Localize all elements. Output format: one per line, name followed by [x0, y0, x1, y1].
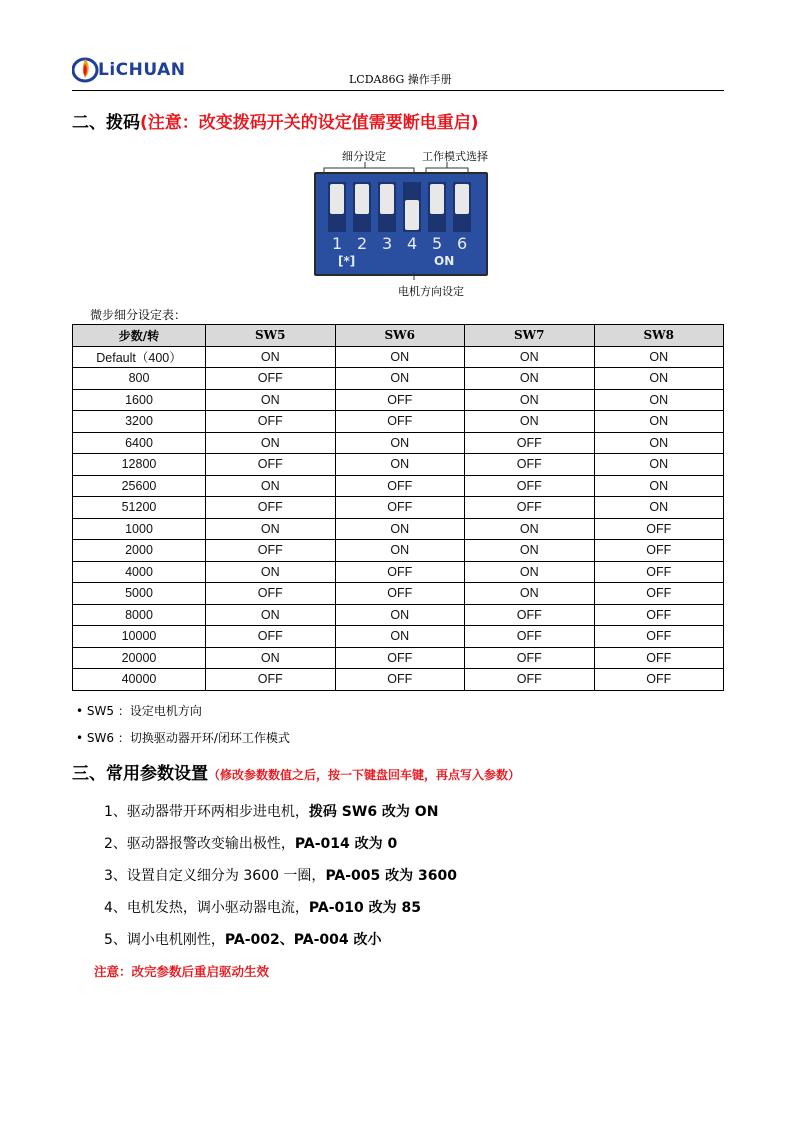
dip-knob: [455, 184, 469, 214]
steps-cell: 4000: [73, 561, 206, 583]
param-item: [104, 833, 397, 853]
steps-cell: 800: [73, 368, 206, 390]
switch-state-cell: OFF: [594, 583, 724, 605]
switch-state-cell: OFF: [335, 583, 465, 605]
switch-state-cell: OFF: [335, 389, 465, 411]
table-row: [73, 626, 724, 648]
steps-cell: 1600: [73, 389, 206, 411]
steps-cell: 6400: [73, 432, 206, 454]
switch-state-cell: ON: [335, 604, 465, 626]
switch-state-cell: ON: [206, 561, 336, 583]
switch-state-cell: OFF: [335, 411, 465, 433]
switch-state-cell: ON: [594, 346, 724, 368]
label-motor-direction: 电机方向设定: [398, 285, 464, 298]
switch-state-cell: OFF: [594, 647, 724, 669]
dip-switch-photo: [314, 172, 488, 276]
dip-switch-1: [328, 182, 346, 232]
dip-knob: [355, 184, 369, 214]
label-subdivision: 细分设定: [342, 150, 386, 163]
dip-switch-3: [378, 182, 396, 232]
switch-state-cell: OFF: [206, 411, 336, 433]
microstep-table: [72, 324, 724, 691]
param-item: [104, 865, 457, 885]
dip-knob: [380, 184, 394, 214]
switch-state-cell: OFF: [465, 626, 595, 648]
switch-state-cell: ON: [206, 346, 336, 368]
switch-state-cell: ON: [206, 518, 336, 540]
dip-switch-2: [353, 182, 371, 232]
note-sw5: • SW5 ：设定电机方向: [76, 704, 202, 718]
switch-state-cell: OFF: [594, 669, 724, 691]
table-row: [73, 583, 724, 605]
switch-state-cell: OFF: [206, 669, 336, 691]
param-action: 拨码 SW6 改为 ON: [308, 804, 439, 820]
dip-number: 4: [407, 234, 418, 253]
table-row: [73, 604, 724, 626]
switch-state-cell: ON: [594, 368, 724, 390]
switch-state-cell: ON: [465, 389, 595, 411]
table-caption: 微步细分设定表：: [90, 308, 187, 322]
dip-mark-star: [*]: [338, 254, 356, 268]
section-3-note: （修改参数数值之后，按一下键盘回车键，再点写入参数）: [208, 768, 521, 782]
switch-state-cell: OFF: [465, 432, 595, 454]
steps-cell: Default（400）: [73, 346, 206, 368]
switch-state-cell: OFF: [594, 518, 724, 540]
param-desc: 3、设置自定义细分为 3600 一圈，: [104, 868, 326, 884]
table-header-cell: SW8: [594, 325, 724, 347]
switch-state-cell: OFF: [465, 454, 595, 476]
switch-state-cell: ON: [465, 368, 595, 390]
switch-state-cell: OFF: [335, 647, 465, 669]
page-header: [72, 52, 724, 91]
switch-state-cell: OFF: [206, 540, 336, 562]
dip-number: 6: [457, 234, 468, 253]
section-2-prefix: 二、拨码: [72, 113, 140, 133]
switch-state-cell: OFF: [206, 368, 336, 390]
dip-number: 3: [382, 234, 393, 253]
param-action: PA-005 改为 3600: [325, 868, 457, 884]
steps-cell: 40000: [73, 669, 206, 691]
switch-state-cell: ON: [594, 389, 724, 411]
switch-state-cell: ON: [594, 432, 724, 454]
dip-number: 5: [432, 234, 443, 253]
label-work-mode: 工作模式选择: [422, 150, 488, 163]
switch-state-cell: ON: [594, 454, 724, 476]
switch-state-cell: OFF: [206, 454, 336, 476]
dip-number: 1: [332, 234, 343, 253]
switch-state-cell: OFF: [594, 604, 724, 626]
header-title: LCDA86G 操作手册: [349, 73, 452, 86]
table-header-cell: SW5: [206, 325, 336, 347]
dip-number: 2: [357, 234, 368, 253]
switch-state-cell: OFF: [465, 604, 595, 626]
param-desc: 2、驱动器报警改变输出极性，: [104, 836, 295, 852]
lichuan-logo: [72, 54, 192, 86]
table-body: [73, 346, 724, 690]
switch-state-cell: OFF: [335, 561, 465, 583]
switch-state-cell: ON: [465, 583, 595, 605]
param-item: [104, 801, 438, 821]
dip-knob: [405, 200, 419, 230]
steps-cell: 12800: [73, 454, 206, 476]
switch-state-cell: OFF: [594, 540, 724, 562]
note-sw6: • SW6 ：切换驱动器开环/闭环工作模式: [76, 731, 290, 745]
switch-state-cell: ON: [206, 647, 336, 669]
table-row: [73, 368, 724, 390]
table-header-cell: SW7: [465, 325, 595, 347]
table-header-cell: 步数/转: [73, 325, 206, 347]
switch-state-cell: ON: [594, 411, 724, 433]
switch-state-cell: ON: [335, 518, 465, 540]
switch-state-cell: ON: [206, 432, 336, 454]
steps-cell: 3200: [73, 411, 206, 433]
restart-warning: 注意：改完参数后重启驱动生效: [94, 964, 270, 979]
switch-state-cell: ON: [335, 454, 465, 476]
table-row: [73, 518, 724, 540]
table-row: [73, 346, 724, 368]
section-2-note: (注意：改变拨码开关的设定值需要断电重启): [140, 113, 479, 133]
dip-switch-6: [453, 182, 471, 232]
table-row: [73, 561, 724, 583]
table-row: [73, 647, 724, 669]
table-row: [73, 411, 724, 433]
dip-knob: [330, 184, 344, 214]
switch-state-cell: ON: [206, 604, 336, 626]
table-row: [73, 389, 724, 411]
param-action: PA-002、PA-004 改小: [224, 932, 382, 948]
table-row: [73, 497, 724, 519]
param-desc: 1、驱动器带开环两相步进电机，: [104, 804, 309, 820]
section-2-heading: [72, 108, 479, 133]
switch-state-cell: ON: [465, 540, 595, 562]
steps-cell: 51200: [73, 497, 206, 519]
dip-switch-4: [403, 182, 421, 232]
steps-cell: 1000: [73, 518, 206, 540]
param-item: [104, 929, 382, 949]
steps-cell: 25600: [73, 475, 206, 497]
param-action: PA-014 改为 0: [294, 836, 398, 852]
table-header-row: [73, 325, 724, 347]
table-header-cell: SW6: [335, 325, 465, 347]
switch-state-cell: ON: [335, 432, 465, 454]
switch-state-cell: ON: [465, 411, 595, 433]
switch-state-cell: OFF: [465, 669, 595, 691]
dip-switch-5: [428, 182, 446, 232]
switch-state-cell: OFF: [465, 475, 595, 497]
dip-switch-figure: [310, 146, 510, 298]
switch-state-cell: OFF: [465, 647, 595, 669]
table-row: [73, 454, 724, 476]
switch-state-cell: ON: [465, 518, 595, 540]
brand-name: LiCHUAN: [98, 60, 186, 80]
switch-state-cell: ON: [335, 626, 465, 648]
switch-state-cell: OFF: [206, 626, 336, 648]
switch-state-cell: OFF: [335, 475, 465, 497]
switch-state-cell: OFF: [335, 497, 465, 519]
switch-state-cell: OFF: [465, 497, 595, 519]
switch-state-cell: ON: [594, 497, 724, 519]
switch-state-cell: OFF: [206, 583, 336, 605]
switch-state-cell: ON: [465, 561, 595, 583]
steps-cell: 8000: [73, 604, 206, 626]
switch-state-cell: OFF: [206, 497, 336, 519]
table-row: [73, 432, 724, 454]
switch-state-cell: OFF: [594, 626, 724, 648]
switch-state-cell: ON: [594, 475, 724, 497]
switch-state-cell: ON: [335, 368, 465, 390]
param-desc: 5、调小电机刚性，: [104, 932, 225, 948]
section-3-prefix: 三、常用参数设置: [72, 764, 208, 784]
table-row: [73, 540, 724, 562]
dip-mark-on: ON: [434, 254, 455, 268]
section-3-heading: [72, 759, 520, 784]
param-action: PA-010 改为 85: [308, 900, 421, 916]
switch-state-cell: ON: [206, 475, 336, 497]
table-row: [73, 475, 724, 497]
switch-state-cell: ON: [206, 389, 336, 411]
switch-state-cell: ON: [335, 540, 465, 562]
param-item: [104, 897, 421, 917]
switch-state-cell: ON: [335, 346, 465, 368]
steps-cell: 20000: [73, 647, 206, 669]
dip-knob: [430, 184, 444, 214]
table-row: [73, 669, 724, 691]
switch-state-cell: OFF: [594, 561, 724, 583]
switch-state-cell: ON: [465, 346, 595, 368]
switch-state-cell: OFF: [335, 669, 465, 691]
steps-cell: 2000: [73, 540, 206, 562]
steps-cell: 10000: [73, 626, 206, 648]
steps-cell: 5000: [73, 583, 206, 605]
param-desc: 4、电机发热，调小驱动器电流，: [104, 900, 309, 916]
